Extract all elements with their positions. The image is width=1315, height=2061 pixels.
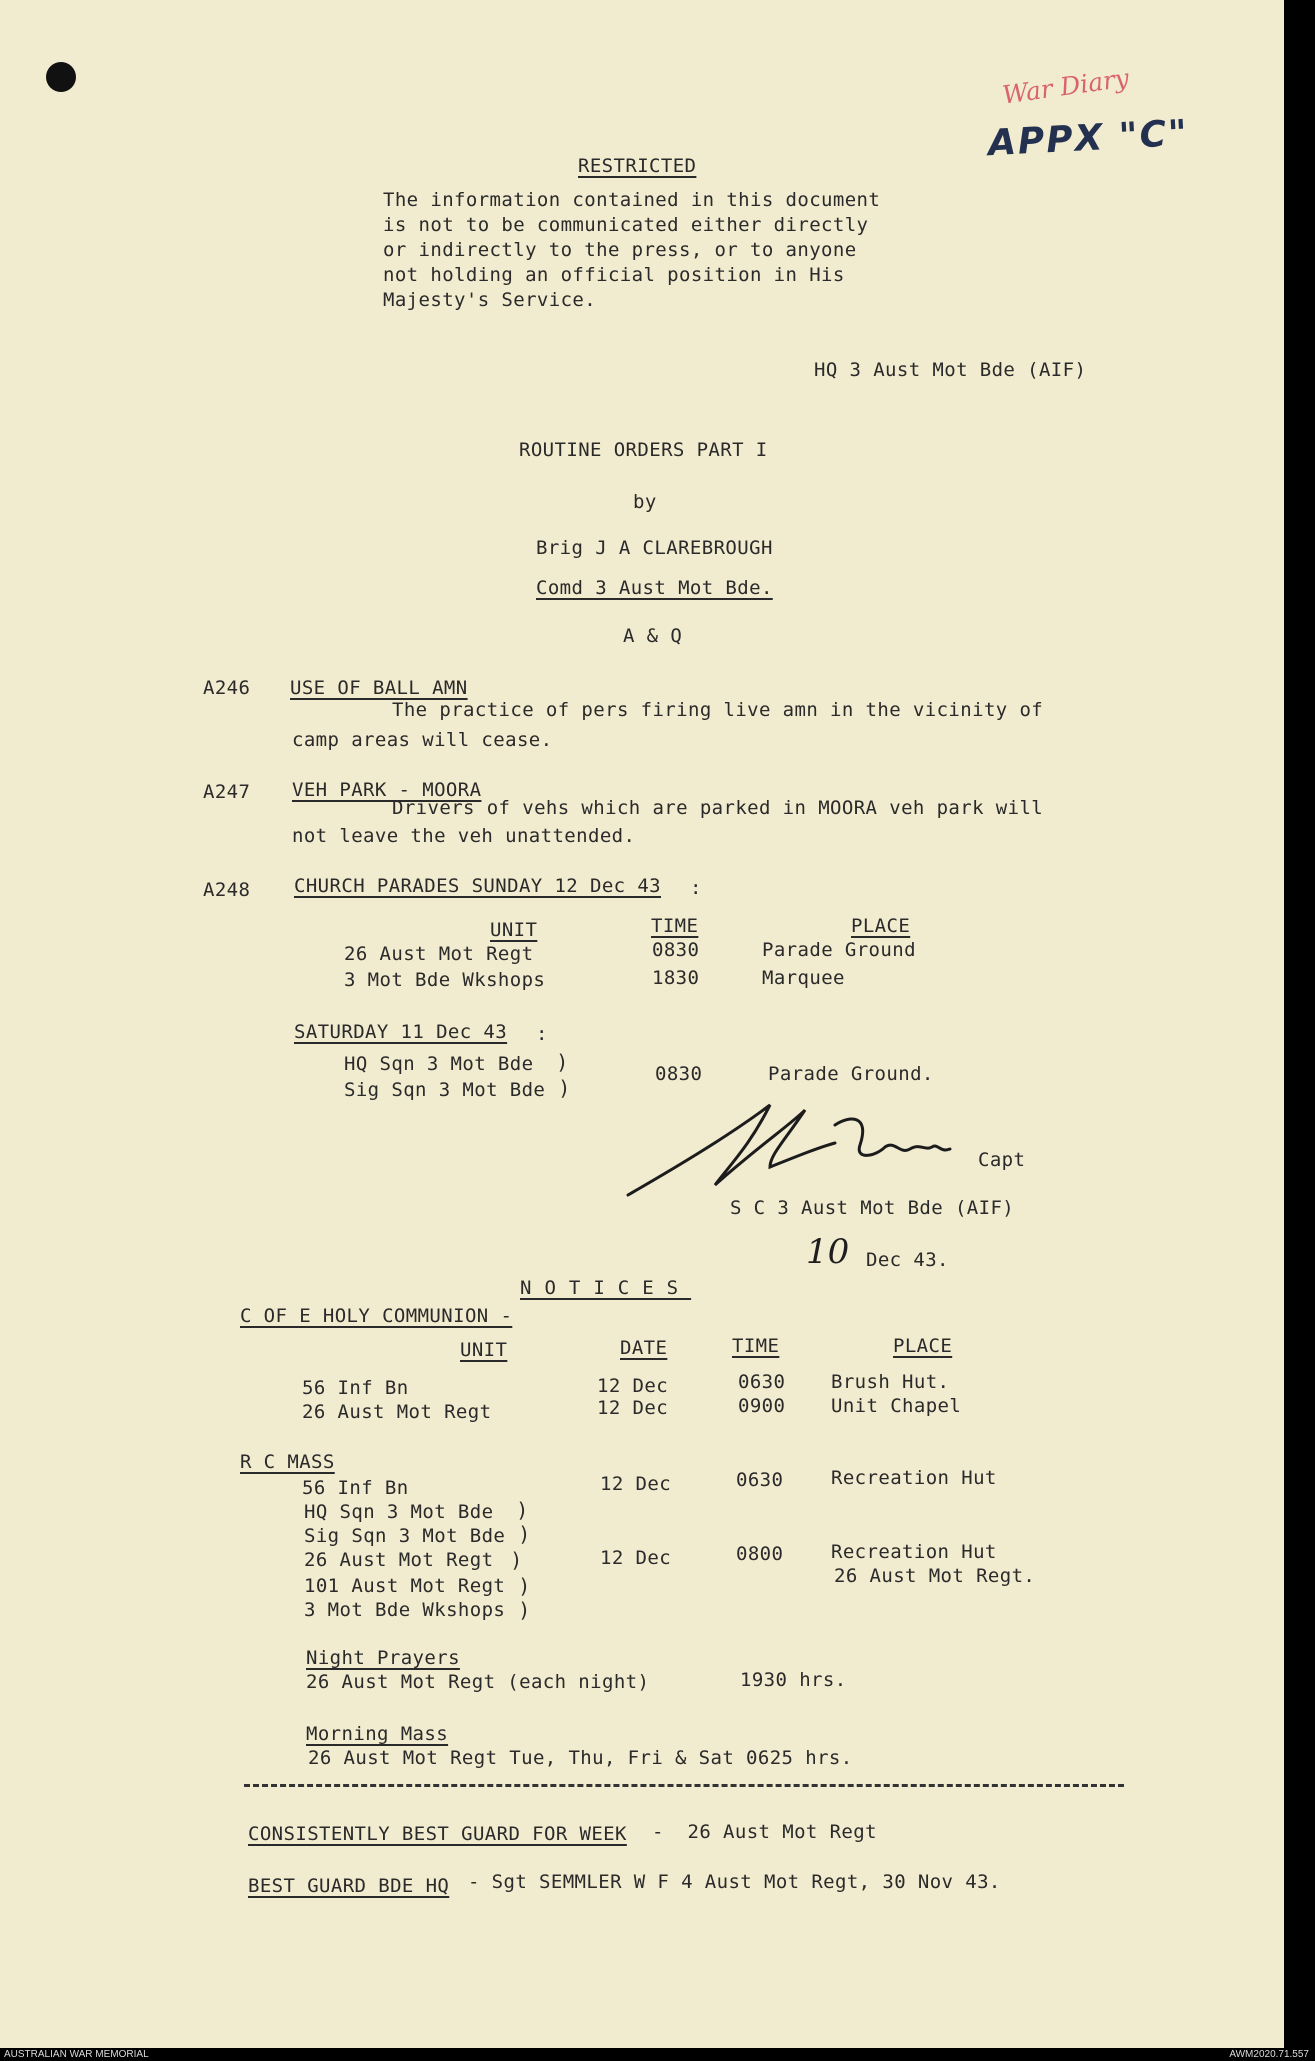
rc-group-time: 0800 bbox=[736, 1543, 784, 1565]
hc-place: Unit Chapel bbox=[831, 1395, 962, 1417]
order-text: not leave the veh unattended. bbox=[292, 825, 636, 847]
rc-group-unit: 3 Mot Bde Wkshops bbox=[304, 1599, 506, 1621]
punch-hole bbox=[46, 62, 76, 92]
rc-date: 12 Dec bbox=[600, 1473, 672, 1495]
signature bbox=[620, 1085, 990, 1205]
rc-mass-title: R C MASS bbox=[240, 1451, 335, 1473]
order-number: A247 bbox=[203, 781, 251, 803]
order-number: A248 bbox=[203, 879, 251, 901]
bracket: ) bbox=[558, 1050, 566, 1074]
hc-date: 12 Dec bbox=[597, 1397, 669, 1419]
bde-guard-value: - Sgt SEMMLER W F 4 Aust Mot Regt, 30 Nov 43. bbox=[468, 1871, 1001, 1893]
col-time: TIME bbox=[651, 915, 699, 937]
morning-mass-title: Morning Mass bbox=[306, 1723, 449, 1745]
signature-date: Dec 43. bbox=[866, 1249, 949, 1271]
col-place: PLACE bbox=[851, 915, 911, 937]
order-number: A246 bbox=[203, 677, 251, 699]
bracket: ) bbox=[520, 1574, 528, 1598]
order-text: camp areas will cease. bbox=[292, 729, 553, 751]
church-time: 1830 bbox=[652, 967, 700, 989]
bracket: ) bbox=[520, 1598, 528, 1622]
rc-group-unit: 26 Aust Mot Regt bbox=[304, 1549, 494, 1571]
church-title: CHURCH PARADES SUNDAY 12 Dec 43 bbox=[294, 875, 662, 897]
hq-line: HQ 3 Aust Mot Bde (AIF) bbox=[814, 359, 1087, 381]
hc-col-time: TIME bbox=[732, 1335, 780, 1357]
church-place: Marquee bbox=[762, 967, 845, 989]
orders-author: Brig J A CLAREBROUGH bbox=[536, 537, 773, 559]
signature-rank: Capt bbox=[978, 1149, 1026, 1171]
church-unit: 26 Aust Mot Regt bbox=[344, 943, 534, 965]
footer-left: AUSTRALIAN WAR MEMORIAL bbox=[4, 2049, 149, 2060]
restricted-title: RESTRICTED bbox=[578, 155, 697, 177]
saturday-place: Parade Ground. bbox=[768, 1063, 934, 1085]
restricted-text bbox=[383, 188, 880, 313]
restricted-line: The information contained in this document bbox=[383, 189, 881, 211]
church-title-colon: : bbox=[690, 877, 702, 899]
hc-col-date: DATE bbox=[620, 1337, 668, 1359]
church-time: 0830 bbox=[652, 939, 700, 961]
hc-place: Brush Hut. bbox=[831, 1371, 950, 1393]
rc-group-unit: Sig Sqn 3 Mot Bde bbox=[304, 1525, 506, 1547]
rc-unit: 56 Inf Bn bbox=[302, 1477, 409, 1499]
bracket: ) bbox=[512, 1548, 520, 1572]
church-unit: 3 Mot Bde Wkshops bbox=[344, 969, 546, 991]
saturday-colon: : bbox=[536, 1023, 548, 1045]
bracket: ) bbox=[560, 1076, 568, 1100]
restricted-line: Majesty's Service. bbox=[383, 289, 597, 311]
dashed-separator bbox=[244, 1784, 1124, 1787]
hc-time: 0630 bbox=[738, 1371, 786, 1393]
saturday-unit: Sig Sqn 3 Mot Bde bbox=[344, 1079, 546, 1101]
morning-mass-line: 26 Aust Mot Regt Tue, Thu, Fri & Sat 0625 hrs. bbox=[308, 1747, 853, 1769]
night-prayers-time: 1930 hrs. bbox=[740, 1669, 847, 1691]
order-title: VEH PARK - MOORA bbox=[292, 779, 482, 801]
hc-col-place: PLACE bbox=[893, 1335, 953, 1357]
col-unit: UNIT bbox=[490, 919, 538, 941]
bracket: ) bbox=[518, 1498, 526, 1522]
holy-communion-title: C OF E HOLY COMMUNION - bbox=[240, 1305, 513, 1327]
orders-section: A & Q bbox=[623, 625, 683, 647]
rc-group-unit: HQ Sqn 3 Mot Bde bbox=[304, 1501, 494, 1523]
footer-right: AWM2020.71.557 bbox=[1229, 2049, 1309, 2060]
rc-group-unit: 101 Aust Mot Regt bbox=[304, 1575, 506, 1597]
orders-command: Comd 3 Aust Mot Bde. bbox=[536, 577, 773, 599]
hc-unit: 56 Inf Bn bbox=[302, 1377, 409, 1399]
war-diary-note: War Diary bbox=[1000, 63, 1131, 110]
rc-time: 0630 bbox=[736, 1469, 784, 1491]
signature-date-hand: 10 bbox=[806, 1232, 850, 1272]
appendix-note: APPX "C" bbox=[987, 112, 1190, 165]
church-place: Parade Ground bbox=[762, 939, 916, 961]
night-prayers-line: 26 Aust Mot Regt (each night) bbox=[306, 1671, 650, 1693]
rc-group-place: 26 Aust Mot Regt. bbox=[834, 1565, 1036, 1587]
rc-place: Recreation Hut bbox=[831, 1467, 997, 1489]
order-title: USE OF BALL AMN bbox=[290, 677, 468, 699]
order-text: Drivers of vehs which are parked in MOORA veh park will bbox=[392, 797, 1044, 819]
order-text: The practice of pers firing live amn in the vicinity of bbox=[392, 699, 1044, 721]
signature-unit: S C 3 Aust Mot Bde (AIF) bbox=[730, 1197, 1015, 1219]
bracket: ) bbox=[520, 1522, 528, 1546]
restricted-line: not holding an official position in His bbox=[383, 264, 845, 286]
restricted-line: or indirectly to the press, or to anyone bbox=[383, 239, 857, 261]
rc-group-place: Recreation Hut bbox=[831, 1541, 997, 1563]
orders-by: by bbox=[633, 491, 657, 513]
footer-bar bbox=[0, 2048, 1315, 2061]
consistent-guard-value: - 26 Aust Mot Regt bbox=[652, 1821, 877, 1843]
notices-title: NOTICES bbox=[520, 1277, 692, 1299]
hc-date: 12 Dec bbox=[597, 1375, 669, 1397]
consistent-guard-label: CONSISTENTLY BEST GUARD FOR WEEK bbox=[248, 1823, 627, 1845]
hc-time: 0900 bbox=[738, 1395, 786, 1417]
saturday-unit: HQ Sqn 3 Mot Bde bbox=[344, 1053, 534, 1075]
restricted-line: is not to be communicated either directly bbox=[383, 214, 869, 236]
night-prayers-title: Night Prayers bbox=[306, 1647, 460, 1669]
hc-unit: 26 Aust Mot Regt bbox=[302, 1401, 492, 1423]
rc-group-date: 12 Dec bbox=[600, 1547, 672, 1569]
hc-col-unit: UNIT bbox=[460, 1339, 508, 1361]
saturday-title: SATURDAY 11 Dec 43 bbox=[294, 1021, 508, 1043]
saturday-time: 0830 bbox=[655, 1063, 703, 1085]
bde-guard-label: BEST GUARD BDE HQ bbox=[248, 1875, 450, 1897]
orders-title: ROUTINE ORDERS PART I bbox=[519, 439, 768, 461]
